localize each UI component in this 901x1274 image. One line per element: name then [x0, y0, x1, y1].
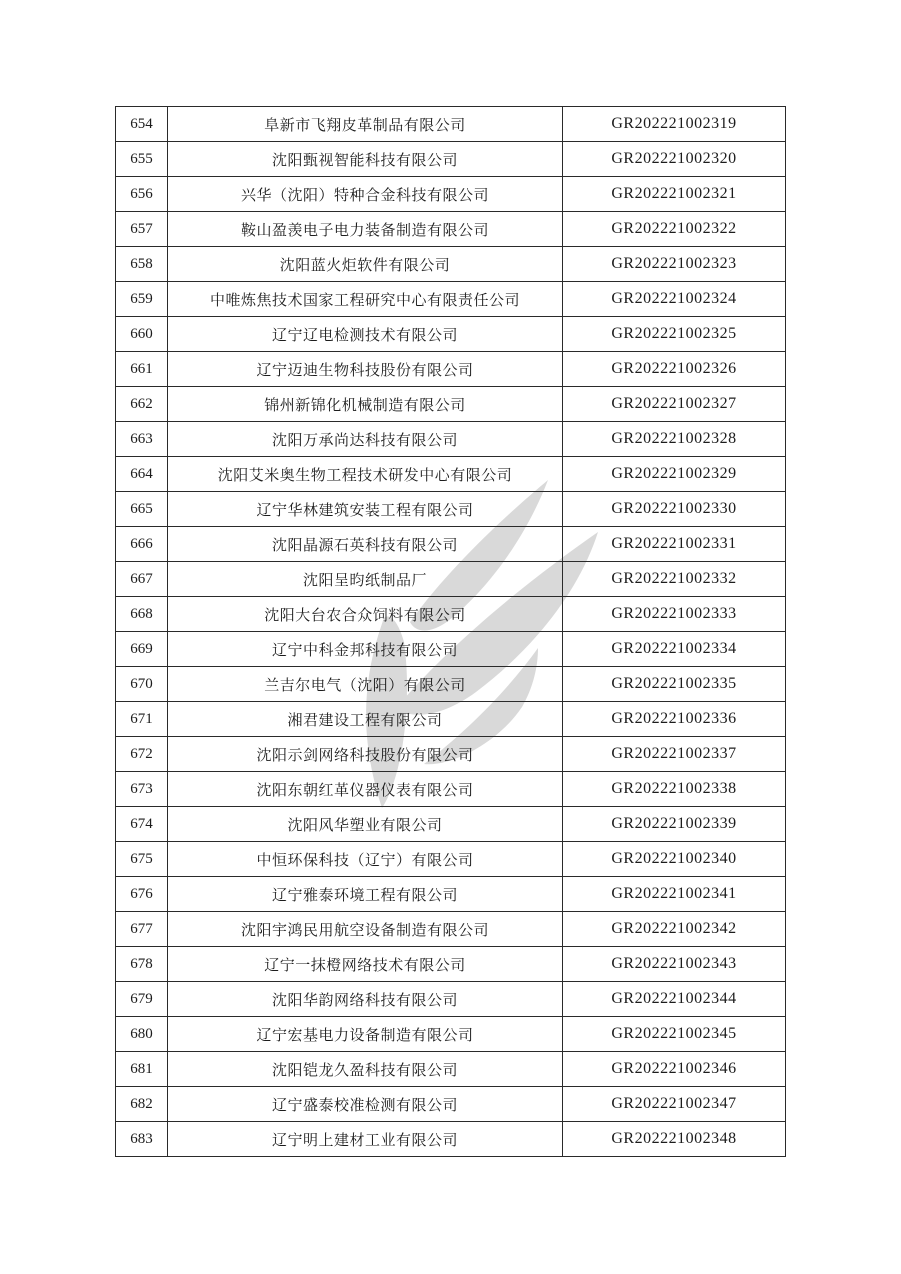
certificate-code-cell: GR202221002332 — [563, 562, 786, 597]
certificate-code-cell: GR202221002338 — [563, 772, 786, 807]
table-row — [116, 982, 786, 1017]
serial-number-cell: 678 — [116, 947, 168, 982]
company-name-cell: 辽宁明上建材工业有限公司 — [168, 1122, 563, 1157]
company-name-cell: 沈阳宇鸿民用航空设备制造有限公司 — [168, 912, 563, 947]
table-row — [116, 177, 786, 212]
certificate-code-cell: GR202221002323 — [563, 247, 786, 282]
table-row — [116, 1052, 786, 1087]
company-name-cell: 沈阳呈昀纸制品厂 — [168, 562, 563, 597]
company-name-cell: 中恒环保科技（辽宁）有限公司 — [168, 842, 563, 877]
table-row — [116, 422, 786, 457]
company-name-cell: 湘君建设工程有限公司 — [168, 702, 563, 737]
table-row — [116, 492, 786, 527]
company-name-cell: 鞍山盈羡电子电力装备制造有限公司 — [168, 212, 563, 247]
table-row — [116, 702, 786, 737]
serial-number-cell: 654 — [116, 107, 168, 142]
certificate-code-cell: GR202221002340 — [563, 842, 786, 877]
serial-number-cell: 682 — [116, 1087, 168, 1122]
table-row — [116, 142, 786, 177]
certificate-code-cell: GR202221002329 — [563, 457, 786, 492]
certificate-code-cell: GR202221002343 — [563, 947, 786, 982]
company-name-cell: 阜新市飞翔皮革制品有限公司 — [168, 107, 563, 142]
serial-number-cell: 661 — [116, 352, 168, 387]
table-row — [116, 807, 786, 842]
company-name-cell: 沈阳艾米奥生物工程技术研发中心有限公司 — [168, 457, 563, 492]
serial-number-cell: 671 — [116, 702, 168, 737]
company-name-cell: 沈阳晶源石英科技有限公司 — [168, 527, 563, 562]
table-row — [116, 947, 786, 982]
certificate-code-cell: GR202221002330 — [563, 492, 786, 527]
table-row — [116, 772, 786, 807]
certificate-code-cell: GR202221002331 — [563, 527, 786, 562]
serial-number-cell: 672 — [116, 737, 168, 772]
serial-number-cell: 675 — [116, 842, 168, 877]
company-name-cell: 兰吉尔电气（沈阳）有限公司 — [168, 667, 563, 702]
serial-number-cell: 665 — [116, 492, 168, 527]
table-row — [116, 737, 786, 772]
table-row — [116, 387, 786, 422]
serial-number-cell: 670 — [116, 667, 168, 702]
serial-number-cell: 669 — [116, 632, 168, 667]
table-row — [116, 317, 786, 352]
company-name-cell: 中唯炼焦技术国家工程研究中心有限责任公司 — [168, 282, 563, 317]
table-row — [116, 352, 786, 387]
certificate-code-cell: GR202221002328 — [563, 422, 786, 457]
company-name-cell: 辽宁中科金邦科技有限公司 — [168, 632, 563, 667]
serial-number-cell: 680 — [116, 1017, 168, 1052]
company-name-cell: 辽宁迈迪生物科技股份有限公司 — [168, 352, 563, 387]
serial-number-cell: 674 — [116, 807, 168, 842]
company-name-cell: 辽宁雅泰环境工程有限公司 — [168, 877, 563, 912]
table-row — [116, 247, 786, 282]
serial-number-cell: 679 — [116, 982, 168, 1017]
certificate-code-cell: GR202221002339 — [563, 807, 786, 842]
certificate-code-cell: GR202221002320 — [563, 142, 786, 177]
serial-number-cell: 660 — [116, 317, 168, 352]
certificate-code-cell: GR202221002327 — [563, 387, 786, 422]
certificate-code-cell: GR202221002321 — [563, 177, 786, 212]
certificate-code-cell: GR202221002322 — [563, 212, 786, 247]
serial-number-cell: 655 — [116, 142, 168, 177]
serial-number-cell: 658 — [116, 247, 168, 282]
table-row — [116, 1122, 786, 1157]
table-row — [116, 282, 786, 317]
certificate-code-cell: GR202221002337 — [563, 737, 786, 772]
certificate-code-cell: GR202221002324 — [563, 282, 786, 317]
company-name-cell: 沈阳大台农合众饲料有限公司 — [168, 597, 563, 632]
table-row — [116, 912, 786, 947]
certificate-code-cell: GR202221002319 — [563, 107, 786, 142]
company-name-cell: 沈阳铠龙久盈科技有限公司 — [168, 1052, 563, 1087]
certificate-code-cell: GR202221002342 — [563, 912, 786, 947]
company-name-cell: 辽宁辽电检测技术有限公司 — [168, 317, 563, 352]
serial-number-cell: 666 — [116, 527, 168, 562]
company-name-cell: 辽宁一抹橙网络技术有限公司 — [168, 947, 563, 982]
company-name-cell: 沈阳华韵网络科技有限公司 — [168, 982, 563, 1017]
table-row — [116, 667, 786, 702]
table-row — [116, 212, 786, 247]
serial-number-cell: 676 — [116, 877, 168, 912]
certificate-code-cell: GR202221002336 — [563, 702, 786, 737]
serial-number-cell: 662 — [116, 387, 168, 422]
serial-number-cell: 683 — [116, 1122, 168, 1157]
table-row — [116, 1087, 786, 1122]
company-name-cell: 沈阳示剑网络科技股份有限公司 — [168, 737, 563, 772]
table-row — [116, 877, 786, 912]
serial-number-cell: 663 — [116, 422, 168, 457]
company-name-cell: 兴华（沈阳）特种合金科技有限公司 — [168, 177, 563, 212]
table-row — [116, 1017, 786, 1052]
serial-number-cell: 677 — [116, 912, 168, 947]
certificate-code-cell: GR202221002347 — [563, 1087, 786, 1122]
certificate-code-cell: GR202221002333 — [563, 597, 786, 632]
serial-number-cell: 656 — [116, 177, 168, 212]
certificate-code-cell: GR202221002326 — [563, 352, 786, 387]
serial-number-cell: 657 — [116, 212, 168, 247]
company-name-cell: 沈阳风华塑业有限公司 — [168, 807, 563, 842]
serial-number-cell: 664 — [116, 457, 168, 492]
certificate-code-cell: GR202221002344 — [563, 982, 786, 1017]
company-name-cell: 沈阳万承尚达科技有限公司 — [168, 422, 563, 457]
company-name-cell: 锦州新锦化机械制造有限公司 — [168, 387, 563, 422]
table-row — [116, 597, 786, 632]
table-row — [116, 527, 786, 562]
certificate-code-cell: GR202221002334 — [563, 632, 786, 667]
company-name-cell: 辽宁宏基电力设备制造有限公司 — [168, 1017, 563, 1052]
serial-number-cell: 673 — [116, 772, 168, 807]
certificate-code-cell: GR202221002325 — [563, 317, 786, 352]
table-row — [116, 457, 786, 492]
serial-number-cell: 667 — [116, 562, 168, 597]
table-row — [116, 842, 786, 877]
certificate-code-cell: GR202221002346 — [563, 1052, 786, 1087]
certificate-code-cell: GR202221002345 — [563, 1017, 786, 1052]
certificate-code-cell: GR202221002335 — [563, 667, 786, 702]
serial-number-cell: 668 — [116, 597, 168, 632]
certificate-code-cell: GR202221002348 — [563, 1122, 786, 1157]
company-certificate-table — [115, 106, 786, 1157]
table-row — [116, 562, 786, 597]
company-name-cell: 辽宁盛泰校准检测有限公司 — [168, 1087, 563, 1122]
company-name-cell: 沈阳蓝火炬软件有限公司 — [168, 247, 563, 282]
table-row — [116, 632, 786, 667]
certificate-code-cell: GR202221002341 — [563, 877, 786, 912]
serial-number-cell: 659 — [116, 282, 168, 317]
company-name-cell: 辽宁华林建筑安装工程有限公司 — [168, 492, 563, 527]
company-name-cell: 沈阳东朝红革仪器仪表有限公司 — [168, 772, 563, 807]
company-name-cell: 沈阳甄视智能科技有限公司 — [168, 142, 563, 177]
serial-number-cell: 681 — [116, 1052, 168, 1087]
table-row — [116, 107, 786, 142]
